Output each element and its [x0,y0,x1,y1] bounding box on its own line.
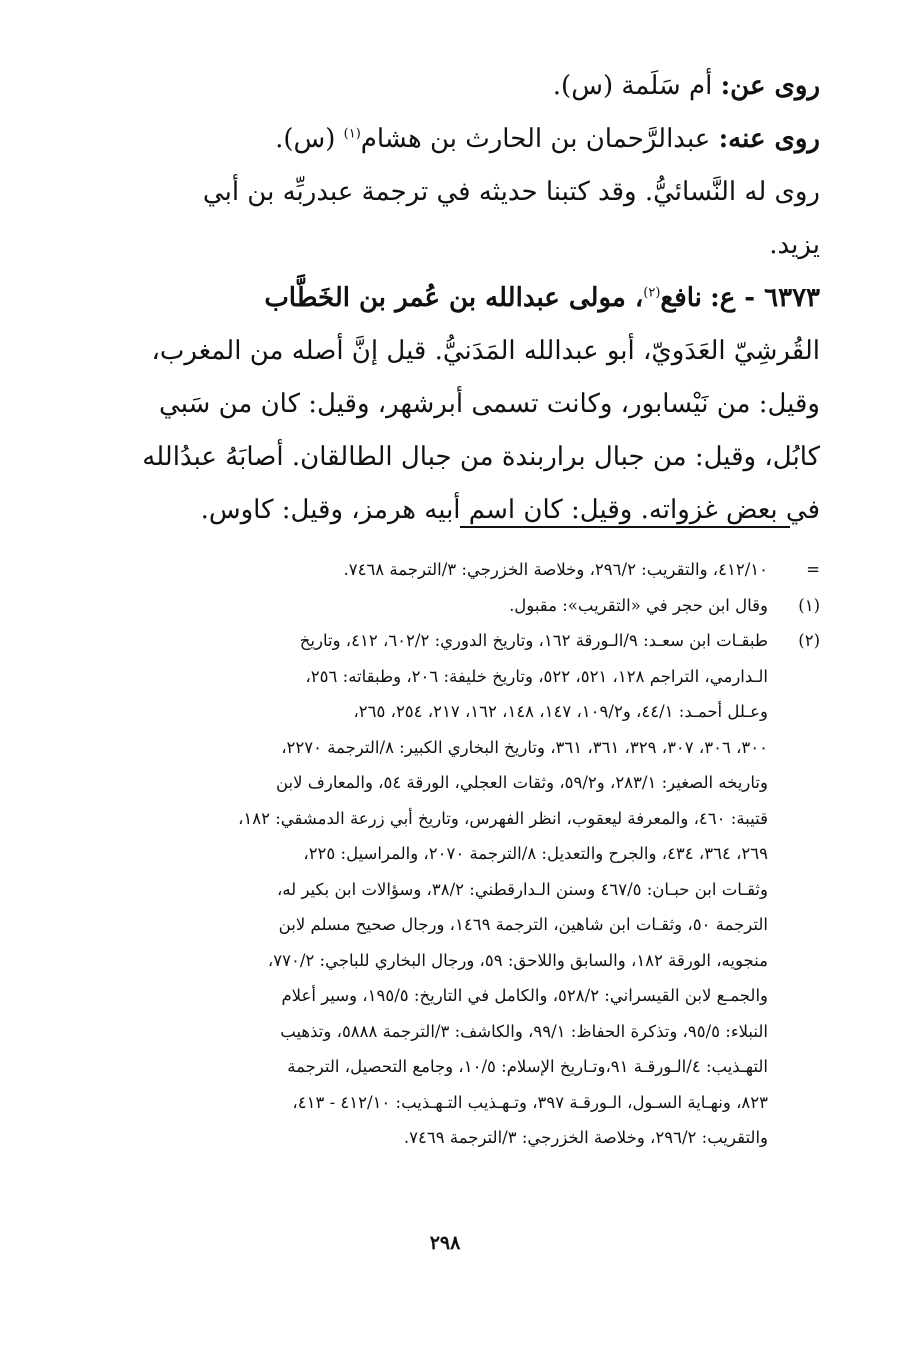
footnote-ref-1[interactable]: (١) [343,126,361,142]
entry-line-2: القُرشِيّ العَدَويّ، أبو عبدالله المَدَنيُّ. قيل إنَّ أصله من المغرب، [151,336,820,366]
footnote-2-line: وعـلل أحمـد: ٤٤/١، و١٠٩/٢، ١٤٧، ١٤٨، ١٦٢، ٢١٧، ٢٥٤، ٢٦٥، [353,702,768,721]
main-text [70,60,820,537]
book-page [70,60,820,1320]
footnote-1-text: وقال ابن حجر في «التقريب»: مقبول. [509,595,768,615]
main-line-4: يزيد. [769,230,820,260]
footnote-continuation-mark: = [806,560,820,579]
narrated-by-text: عبدالرَّحمان بن الحارث بن هشام [360,124,711,154]
footnote-2-line: والجمـع لابن القيسراني: ٥٢٨/٢، والكامل في التاريخ: ١٩٥/٥، وسير أعلام [281,986,768,1005]
footnote-2-line: ٨٢٣، ونهـاية السـول، الـورقـة ٣٩٧، وتـهـذيب التـهـذيب: ٤١٢/١٠ - ٤١٣، [292,1092,768,1112]
footnote-2-mark: (٢) [798,631,820,650]
entry-line-3: وقيل: من نَيْسابور، وكانت تسمى أبرشهر، وقيل: كان من سَبي [159,389,820,419]
footnote-2-line: طبقـات ابن سعـد: ٩/الـورقة ١٦٢، وتاريخ الدوري: ٦٠٢/٢، ٤١٢، وتاريخ [299,631,768,650]
footnote-2-line: وثقـات ابن حبـان: ٤٦٧/٥ وسنن الـدارقطني: ٣٨/٢، وسؤالات ابن بكير له، [277,879,768,899]
entry-number: ٦٣٧٣ - ع: [710,283,820,313]
footnote-2-body [70,623,768,1156]
page-number: ٢٩٨ [429,1232,461,1254]
narrated-from-text: أم سَلَمة (س). [552,71,713,101]
footnote-2-line: والتقريب: ٢٩٦/٢، وخلاصة الخزرجي: ٣/الترجمة ٧٤٦٩. [403,1128,768,1147]
footnote-1 [70,588,820,624]
footnote-2-line: قتيبة: ٤٦٠، والمعرفة ليعقوب، انظر الفهرس، وتاريخ أبي زرعة الدمشقي: ١٨٢، [238,808,768,828]
main-line-3: روى له النَّسائيُّ. وقد كتبنا حديثه في ترجمة عبدربِّه بن أبي [202,177,820,207]
main-line-1 [70,60,820,113]
footnote-continuation-text: ٤١٢/١٠، والتقريب: ٢٩٦/٢، وخلاصة الخزرجي: ٣/الترجمة ٧٤٦٨. [343,560,768,579]
footnote-2-line: ٢٦٩، ٣٦٤، ٤٣٤، والجرح والتعديل: ٨/الترجمة ٢٠٧٠، والمراسيل: ٢٢٥، [303,844,768,863]
footnote-2-line: منجويه، الورقة ١٨٢، والسابق واللاحق: ٥٩، ورجال البخاري للباجي: ٧٧٠/٢، [267,950,768,970]
footnote-2 [70,623,820,1156]
narrated-by-label: روى عنه: [718,124,820,154]
entry-line-5: في بعض غزواته. وقيل: كان اسم أبيه هرمز، وقيل: كاوس. [200,495,820,525]
footnote-2-line: ٣٠٠، ٣٠٦، ٣٠٧، ٣٢٩، ٣٦١، ٣٦١، وتاريخ البخاري الكبير: ٨/الترجمة ٢٢٧٠، [281,737,768,757]
footnote-2-line: وتاريخه الصغير: ٢٨٣/١، و٥٩/٢، وثقات العجلي، الورقة ٥٤، والمعارف لابن [275,773,768,792]
footnote-2-line: الـدارمي، التراجم ١٢٨، ٥٢١، ٥٢٢، وتاريخ خليفة: ٢٠٦، وطبقاته: ٢٥٦، [305,666,768,686]
entry-line-4: كابُل، وقيل: من جبال براربندة من جبال الطالقان. أصابَهُ عبدُالله [142,442,820,472]
entry-line-1-rest: ، مولى عبدالله بن عُمر بن الخَطَّاب [264,283,644,313]
footnote-continuation [70,552,820,588]
narrated-by-text-end: (س). [275,124,336,154]
footnote-1-mark: (١) [798,595,820,615]
narrated-from-label: روى عن: [720,71,820,101]
footnote-2-line: الترجمة ٥٠، وثقـات ابن شاهين، الترجمة ١٤٦٩، ورجال صحيح مسلم لابن [278,915,768,934]
entry-name: نافع [660,283,702,313]
footnote-2-line: التهـذيب: ٤/الـورقـة ٩١،وتـاريخ الإسلام: ١٠/٥، وجامع التحصيل، الترجمة [287,1057,768,1076]
entry-line-1 [70,272,820,325]
main-line-2 [70,113,820,166]
footnote-ref-2[interactable]: (٢) [643,285,661,301]
footnotes [70,552,820,1156]
footnote-separator [460,526,790,528]
footnote-2-line: النبلاء: ٩٥/٥، وتذكرة الحفاظ: ٩٩/١، والكاشف: ٣/الترجمة ٥٨٨٨، وتذهيب [280,1021,768,1041]
